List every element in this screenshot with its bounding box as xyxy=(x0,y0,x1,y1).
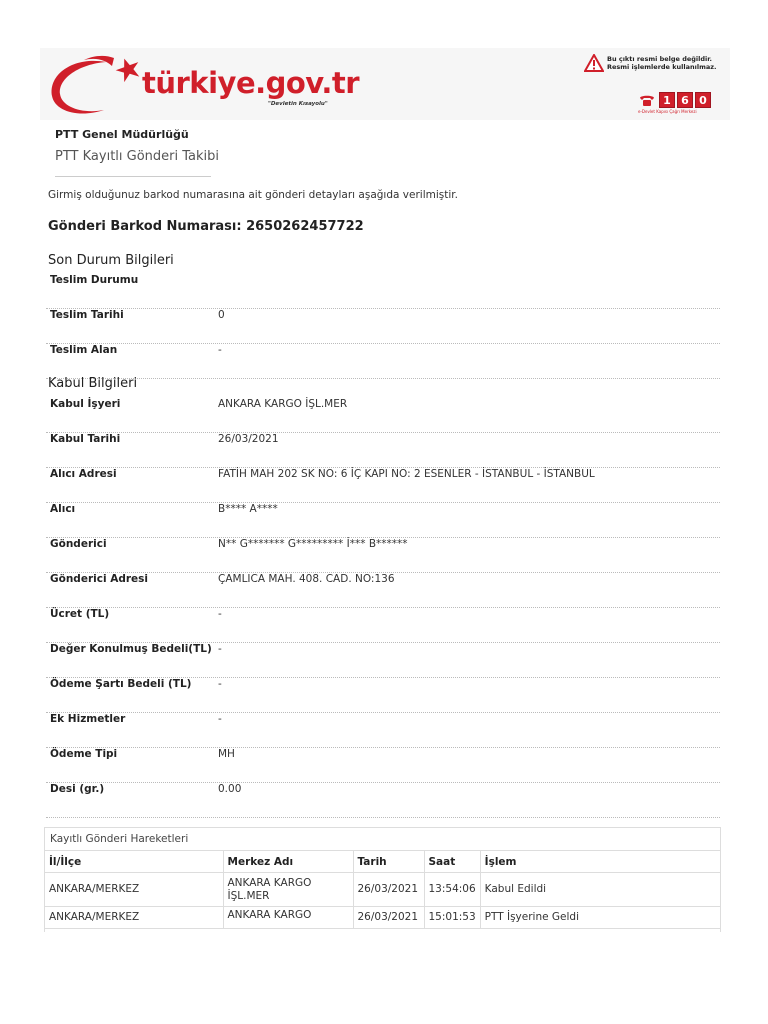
detail-value: B**** A**** xyxy=(218,503,278,515)
detail-label: Kabul Tarihi xyxy=(50,433,121,445)
cell-time: 13:54:06 xyxy=(424,873,480,907)
warning-line-2: Resmi işlemlerde kullanılmaz. xyxy=(607,63,717,71)
detail-row xyxy=(46,538,720,573)
cell-date: 26/03/2021 xyxy=(353,873,424,907)
detail-row xyxy=(46,783,720,818)
column-header: Merkez Adı xyxy=(223,851,353,873)
column-header: Saat xyxy=(424,851,480,873)
cell-time: 15:01:53 xyxy=(424,907,480,929)
detail-value: - xyxy=(218,713,222,725)
detail-row xyxy=(46,309,720,344)
detail-value: 0 xyxy=(218,309,225,321)
detail-value: 0.00 xyxy=(218,783,242,795)
title-divider xyxy=(55,176,211,177)
detail-label: Ek Hizmetler xyxy=(50,713,126,725)
detail-label: Teslim Alan xyxy=(50,344,118,356)
detail-label: Alıcı Adresi xyxy=(50,468,117,480)
detail-label: Değer Konulmuş Bedeli(TL) xyxy=(50,643,212,655)
detail-row xyxy=(46,344,720,379)
hotline-digit: 1 xyxy=(659,92,675,108)
detail-value: MH xyxy=(218,748,235,760)
detail-row xyxy=(46,678,720,713)
detail-label: Alıcı xyxy=(50,503,76,515)
section-title-last-status: Son Durum Bilgileri xyxy=(48,253,174,268)
detail-value: ÇAMLICA MAH. 408. CAD. NO:136 xyxy=(218,573,395,585)
detail-label: Desi (gr.) xyxy=(50,783,105,795)
column-header: Tarih xyxy=(353,851,424,873)
warning-line-1: Bu çıktı resmi belge değildir. xyxy=(607,55,713,63)
center-line-1: ANKARA KARGO xyxy=(227,876,312,889)
detail-label: Kabul İşyeri xyxy=(50,398,121,410)
movements-table xyxy=(45,850,720,929)
detail-row xyxy=(46,748,720,783)
intro-text: Girmiş olduğunuz barkod numarasına ait gönderi detayları aşağıda verilmiştir. xyxy=(48,189,458,201)
barcode-number: Gönderi Barkod Numarası: 2650262457722 xyxy=(48,219,364,234)
detail-label: Gönderici xyxy=(50,538,107,550)
cell-action: Kabul Edildi xyxy=(480,873,720,907)
detail-row xyxy=(46,274,720,309)
detail-row xyxy=(46,503,720,538)
section-title-acceptance: Kabul Bilgileri xyxy=(48,376,138,391)
detail-label: Ödeme Tipi xyxy=(50,748,118,760)
column-header: İl/İlçe xyxy=(45,851,223,873)
detail-value: - xyxy=(218,344,222,356)
hotline-caption: e-Devlet Kapısı Çağrı Merkezi xyxy=(638,109,697,114)
cell-province: ANKARA/MERKEZ xyxy=(45,873,223,907)
cell-center xyxy=(223,873,353,907)
center-line-1: ANKARA KARGO xyxy=(227,909,312,921)
table-header-row xyxy=(45,851,720,873)
detail-row xyxy=(46,398,720,433)
call-center-hotline xyxy=(638,92,718,118)
detail-value: 26/03/2021 xyxy=(218,433,279,445)
logo-text: türkiye.gov.tr xyxy=(142,66,360,100)
service-name: PTT Kayıtlı Gönderi Takibi xyxy=(55,149,220,164)
detail-value: N** G******* G********* İ*** B****** xyxy=(218,538,408,550)
warning-triangle-icon xyxy=(584,54,604,72)
hotline-digit: 0 xyxy=(695,92,711,108)
detail-value: FATİH MAH 202 SK NO: 6 İÇ KAPI NO: 2 ESENLER - İSTANBUL - İSTANBUL xyxy=(218,468,595,480)
detail-label: Gönderici Adresi xyxy=(50,573,148,585)
shipment-movements-panel xyxy=(44,827,721,932)
detail-row xyxy=(46,433,720,468)
hotline-digit: 6 xyxy=(677,92,693,108)
cell-province: ANKARA/MERKEZ xyxy=(45,907,223,929)
detail-row xyxy=(46,608,720,643)
column-header: İşlem xyxy=(480,851,720,873)
cell-date: 26/03/2021 xyxy=(353,907,424,929)
detail-value: - xyxy=(218,678,222,690)
cell-center xyxy=(223,907,353,929)
cell-action: PTT İşyerine Geldi xyxy=(480,907,720,929)
detail-row xyxy=(46,643,720,678)
detail-row xyxy=(46,713,720,748)
org-name: PTT Genel Müdürlüğü xyxy=(55,128,189,141)
movements-title: Kayıtlı Gönderi Hareketleri xyxy=(50,833,189,845)
official-document-warning xyxy=(607,55,717,71)
detail-label: Teslim Tarihi xyxy=(50,309,124,321)
detail-row xyxy=(46,468,720,503)
logo-slogan: "Devletin Kısayolu" xyxy=(268,101,328,107)
detail-label: Teslim Durumu xyxy=(50,274,139,286)
detail-row xyxy=(46,573,720,608)
detail-value: - xyxy=(218,608,222,620)
detail-value: ANKARA KARGO İŞL.MER xyxy=(218,398,348,410)
detail-value: - xyxy=(218,643,222,655)
phone-icon xyxy=(638,93,656,107)
detail-label: Ödeme Şartı Bedeli (TL) xyxy=(50,678,192,690)
table-row xyxy=(45,907,720,929)
detail-label: Ücret (TL) xyxy=(50,608,110,620)
table-row xyxy=(45,873,720,907)
center-line-2: İŞL.MER xyxy=(227,889,270,902)
